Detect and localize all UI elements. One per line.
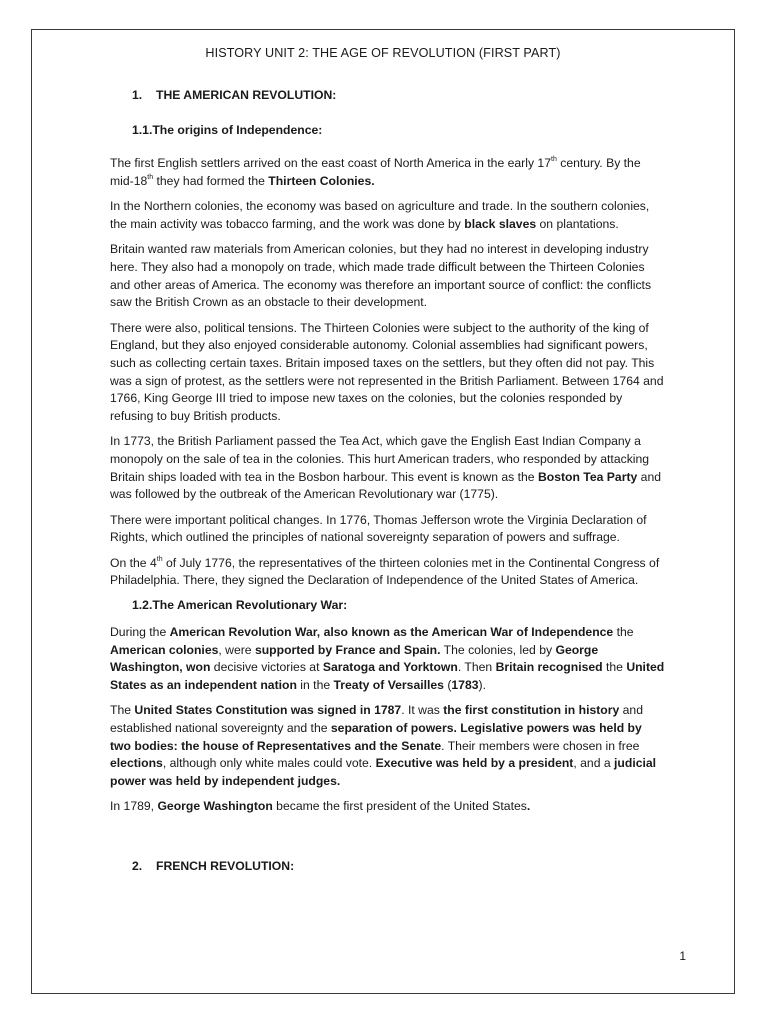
paragraph-revolution-war: During the American Revolution War, also known as the American War of Independence the American colonies, were supported by France and Spain. The colonies, led by George Washington, won decisive victories at Saratoga and Yorktown. Then Britain recognised the United States as an independent nation in the Treaty of Versailles (1783). <box>110 625 665 692</box>
page-number: 1 <box>679 949 686 963</box>
section-number: 2. <box>132 859 143 873</box>
document-page <box>31 29 735 994</box>
section-title: THE AMERICAN REVOLUTION: <box>156 88 337 102</box>
section-heading-american-revolution <box>132 87 666 103</box>
paragraph-economy: In the Northern colonies, the economy was based on agriculture and trade. In the southern colonies, the main activity was tobacco farming, and the work was done by black slaves on plantations. <box>110 199 650 231</box>
paragraph-tea-act: In 1773, the British Parliament passed the Tea Act, which gave the English East Indian Company a monopoly on the sale of tea in the colonies. This hurt American traders, who responded by attacking Britain ships loaded with tea in the Bosbon harbour. This event is known as the Boston Tea Party and was followed by the outbreak of the American Revolutionary war (1775). <box>110 434 662 502</box>
subsection-heading-war <box>132 597 666 613</box>
page-content <box>110 45 666 874</box>
paragraph-political-tensions: There were also, political tensions. The Thirteen Colonies were subject to the authority of the king of England, but they also enjoyed considerable autonomy. Colonial assemblies had significant powers, such as collecting certain taxes. Britain imposed taxes on the settlers, but they often did not pay. This was a sign of protest, as the settlers were not represented in the British Parliament. Between 1764 and 1766, King George III tried to impose new taxes on the colonies, but the colonies responded by refusing to buy British products. <box>110 320 664 423</box>
paragraph-first-president: In 1789, George Washington became the first president of the United States. <box>110 799 531 814</box>
paragraph-settlers: The first English settlers arrived on the east coast of North America in the early 17th century. By the mid-18th they had formed the Thirteen Colonies. <box>110 155 641 188</box>
subsection-heading-origins <box>132 122 666 138</box>
paragraph-constitution: The United States Constitution was signed in 1787. It was the first constitution in history and established national sovereignty and the separation of powers. Legislative powers was held by two bodies: the house of Representatives and the Senate. Their members were chosen in free elections, although only white males could vote. Executive was held by a president, and a judicial power was held by independent judges. <box>110 703 657 788</box>
section-heading-french-revolution <box>132 858 666 874</box>
document-title: HISTORY UNIT 2: THE AGE OF REVOLUTION (FIRST PART) <box>205 46 561 60</box>
subsection-title: The American Revolutionary War: <box>152 598 348 613</box>
subsection-number: 1.1. <box>132 123 153 137</box>
section-title: FRENCH REVOLUTION: <box>156 859 295 873</box>
section-number: 1. <box>132 88 143 102</box>
subsection-title: The origins of Independence: <box>152 123 323 137</box>
paragraph-political-changes: There were important political changes. In 1776, Thomas Jefferson wrote the Virginia Declaration of Rights, which outlined the principles of national sovereignty separation of powers and suffrage. <box>110 512 647 545</box>
paragraph-declaration: On the 4th of July 1776, the representatives of the thirteen colonies met in the Continental Congress of Philadelphia. There, they signed the Declaration of Independence of the United States of America. <box>110 555 660 588</box>
subsection-number: 1.2. <box>132 598 153 613</box>
paragraph-raw-materials: Britain wanted raw materials from American colonies, but they had no interest in developing industry here. They also had a monopoly on trade, which made trade difficult between the Thirteen Colonies and other areas of America. The economy was therefore an important source of conflict: the conflicts saw the British Crown as an obstacle to their development. <box>110 242 652 310</box>
